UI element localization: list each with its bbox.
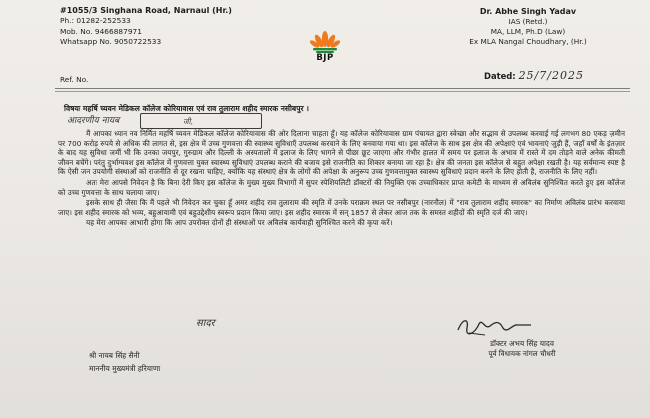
- dated-field: [484, 69, 584, 82]
- letterhead-phone: Ph.: 01282-252533: [60, 16, 131, 26]
- signature-icon: [455, 316, 535, 338]
- ref-number-label: Ref. No.: [60, 75, 89, 84]
- letter-body: [58, 129, 625, 229]
- letter-subject: विषयः महर्षि च्यवन मेडिकल कॉलेज कोरियावास एवं राव तुलाराम शहीद स्मारक नसीबपुर ।: [64, 104, 309, 113]
- letterhead-right: [442, 7, 614, 47]
- letterhead-qualification: MA, LLM, Ph.D (Law): [490, 27, 566, 36]
- letterhead-mobile: Mob. No. 9466887971: [60, 26, 142, 36]
- party-logo-text: BJP: [316, 53, 334, 63]
- body-paragraph: अतः मेरा आपसे निवेदन है कि बिना देरी किए इस कॉलेज के मुख्य मुख्य विभागों में सुपर स्पेशियलिटी डॉक्टरों की नियुक्ति एक उच्चाधिकार प्राप्त कमेटी के माध्यम से अविलंब सुनिश्चित करते हुए इस कॉलेज को उच्च गुणवत्ता के साथ चलाया जाए।: [58, 177, 625, 197]
- signatory-name: डॉक्टर अभय सिंह यादव: [490, 339, 554, 348]
- salutation-handwritten-box: जी,: [140, 113, 262, 129]
- header-divider-secondary: [55, 91, 630, 92]
- signatory-block: [452, 339, 592, 359]
- letterhead-service: IAS (Retd.): [508, 17, 548, 26]
- letterhead-whatsapp: Whatsapp No. 9050722533: [60, 37, 162, 47]
- body-paragraph: इसके साथ ही जैसा कि मैं पहले भी निवेदन कर चुका हूँ अमर शहीद राव तुलाराम की स्मृति में उनके पराक्रम स्थल पर नसीबपुर (नारनौल) में "राव तुलाराम शहीद स्मारक" का निर्माण अविलंब प्रारंभ करवाया जाए। इस शहीद स्मारक को भव्य, बहुआयामी एवं बहुउद्देशीय स्वरूप प्रदान किया जाए। इस शहीद स्मारक में सन् 1857 से लेकर आज तक के समस्त शहीदों की स्मृति दर्ज की जाए।: [58, 198, 625, 217]
- closing-word: सादर: [196, 318, 215, 329]
- lotus-icon: [310, 28, 340, 54]
- letterhead-left: [60, 6, 232, 48]
- dated-label: Dated:: [484, 71, 516, 81]
- header-divider: [55, 88, 630, 89]
- letterhead-former-post: Ex MLA Nangal Choudhary, (Hr.): [469, 37, 587, 46]
- body-paragraph: यह मेरा आपका आभारी होगा कि आप उपरोक्त दोनों ही संस्थाओं पर अविलंब कार्यवाही सुनिश्चित करने की कृपा करें।: [86, 218, 393, 228]
- recipient-name: श्री नायब सिंह सैनी: [89, 351, 140, 360]
- recipient-block: [89, 350, 160, 375]
- dated-value: 25/7/2025: [518, 69, 584, 82]
- letterhead-address: #1055/3 Singhana Road, Narnaul (Hr.): [60, 6, 232, 15]
- letterhead-name: Dr. Abhe Singh Yadav: [479, 7, 577, 16]
- recipient-designation: माननीय मुख्यमंत्री हरियाणा: [89, 363, 161, 373]
- party-logo: [307, 28, 343, 63]
- body-paragraph: मैं आपका ध्यान नव निर्मित महर्षि च्यवन मेडिकल कॉलेज कोरियावास की ओर दिलाना चाहता हूँ। यह कॉलेज कोरियावास ग्राम पंचायत द्वारा स्वेच्छा और सद्भाव से उपलब्ध करवाई गई लगभग 80 एकड़ ज़मीन पर 700 करोड़ रुपये से अधिक की लागत से, इस क्षेत्र में उच्च गुणवत्ता की स्वास्थ्य सुविधाएँ उपलब्ध करवाने के लिए बनवाया गया था। इस कॉलेज के साथ इस क्षेत्र की अपेक्षाएं एवं भावनाएं जुड़ी हैं, जहाँ वर्षों के इंतज़ार के बाद यह सुविधा जमीं भी कि उनका जयपुर, गुरुग्राम और दिल्ली के अस्पतालों में इलाज के लिए भागने से पीछा छूट जाएगा और गंभीर हालत में समय पर इलाज के अभाव में रास्ते में दम तोड़ने वाले अनेक कीमती जीवन बचेंगे। परंतु दुर्भाग्यवश इस कॉलेज में गुणवत्ता युक्त स्वास्थ्य सुविधाएं उपलब्ध कराने की बजाय इसे राजनीति का शिकार बनाया जा रहा है। क्षेत्र की जनता इस कॉलेज से बहुत अपेक्षा रखती है। यह सर्वमान्य स्पष्ट है कि ऐसी जन उपयोगी संस्थाओं को राजनीति से दूर रखना चाहिए, क्योंकि यह संस्थाएं क्षेत्र के लोगों की अपेक्षा के अनुरूप उच्च गुणवत्तायुक्त स्वास्थ्य सुविधाएं प्रदान करने के लिए होती है, राजनीति के लिए नहीं।: [58, 129, 625, 177]
- signatory-designation: पूर्व विधायक नांगल चौधरी: [488, 349, 556, 358]
- letter-salutation: आदरणीय नायब: [67, 116, 120, 126]
